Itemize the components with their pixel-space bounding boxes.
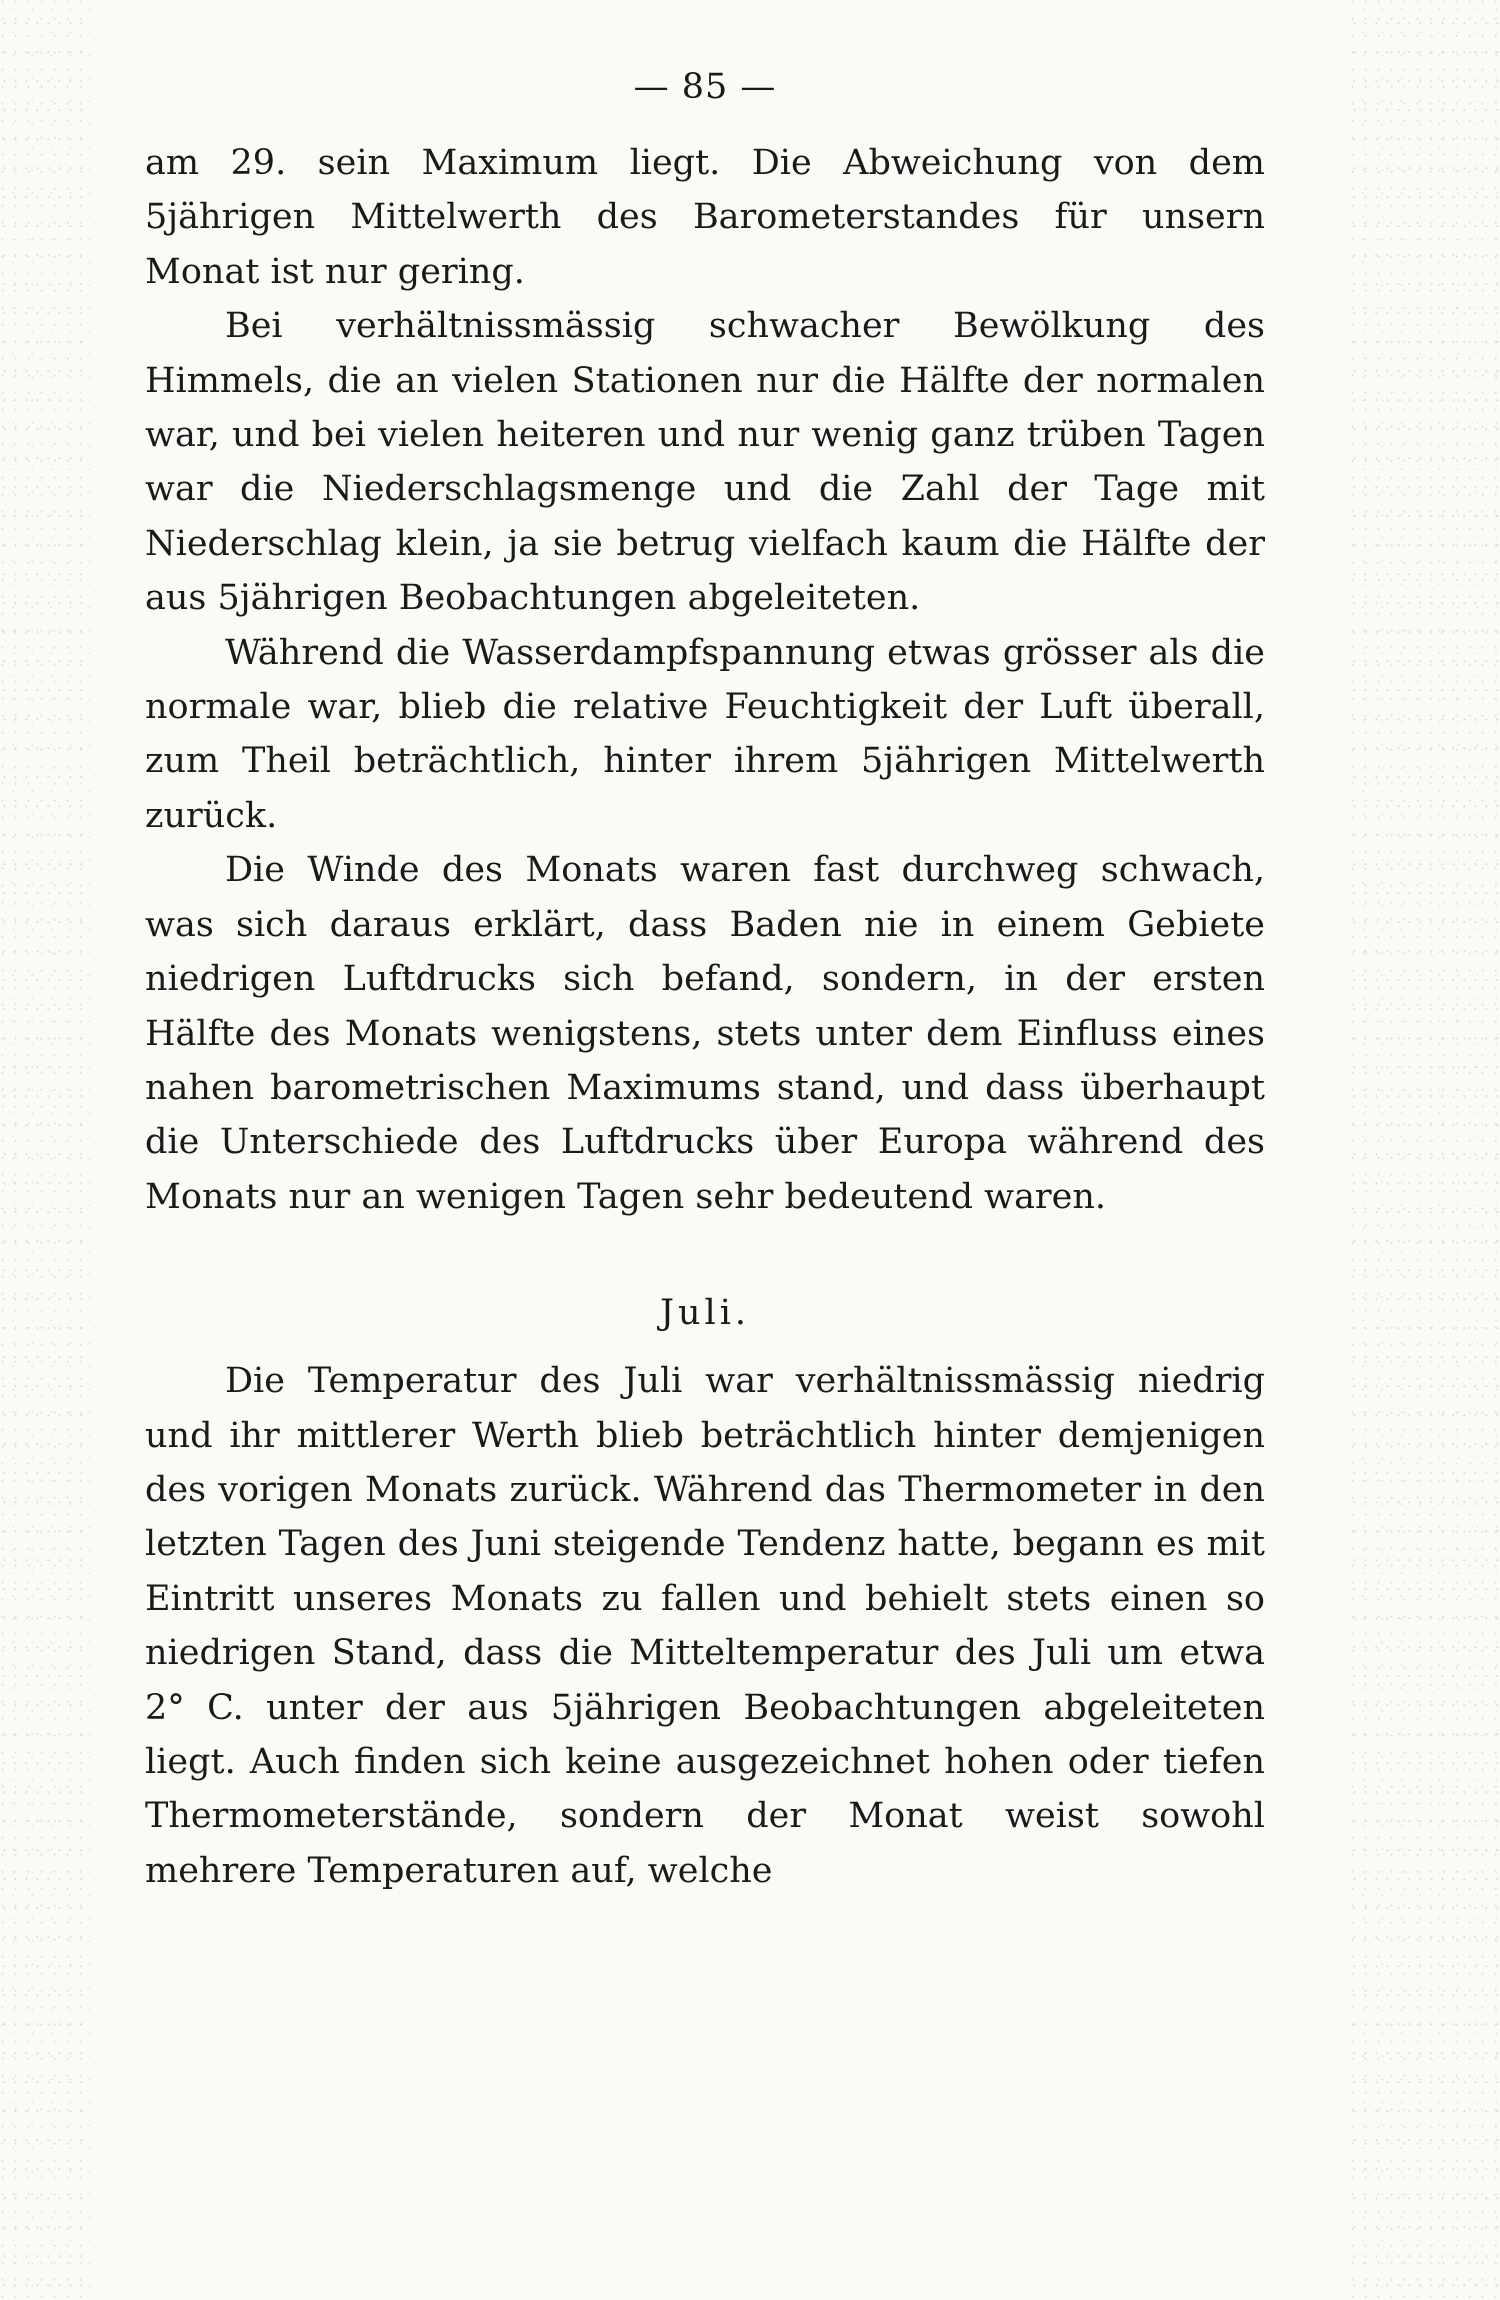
scan-noise-right <box>1350 0 1500 2300</box>
scan-noise-left <box>0 0 90 2300</box>
paragraph-cloud-cover-precipitation: Bei verhältnissmässig schwacher Bewölkung des Himmels, die an vielen Stationen nur die Hälfte der normalen war, und bei vielen heiteren und nur wenig ganz trüben Tagen war die Niederschlagsmenge und die Zahl der Tage mit Niederschlag klein, ja sie betrug vielfach kaum die Hälfte der aus 5jährigen Beobachtungen abgeleiteten. <box>145 306 1265 619</box>
section-heading-juli: Juli. <box>659 1293 751 1334</box>
text-column <box>145 60 1265 1898</box>
page-number: — 85 — <box>633 67 777 107</box>
paragraph-humidity: Während die Wasserdampfspannung etwas grösser als die normale war, blieb die relative Feuchtigkeit der Luft überall, zum Theil beträchtlich, hinter ihrem 5jährigen Mittelwerth zurück. <box>145 632 1265 836</box>
paragraph-juli-temperature: Die Temperatur des Juli war verhältnissmässig niedrig und ihr mittlerer Werth blieb beträchtlich hinter demjenigen des vorigen Monats zurück. Während das Thermometer in den letzten Tagen des Juni steigende Tendenz hatte, begann es mit Eintritt unseres Monats zu fallen und behielt stets einen so niedrigen Stand, dass die Mitteltemperatur des Juli um etwa 2° C. unter der aus 5jährigen Beobachtungen abgeleiteten liegt. Auch finden sich keine ausgezeichnet hohen oder tiefen Thermometerstände, sondern der Monat weist sowohl mehrere Temperaturen auf, welche <box>145 1361 1265 1891</box>
paragraph-winds: Die Winde des Monats waren fast durchweg schwach, was sich daraus erklärt, dass Baden nie in einem Gebiete niedrigen Luftdrucks sich befand, sondern, in der ersten Hälfte des Monats wenigstens, stets unter dem Einfluss eines nahen barometrischen Maximums stand, und dass überhaupt die Unterschiede des Luftdrucks über Europa während des Monats nur an wenigen Tagen sehr bedeutend waren. <box>145 850 1265 1217</box>
paragraph-maximum-barometer: am 29. sein Maximum liegt. Die Abweichung von dem 5jährigen Mittelwerth des Barometerstandes für unsern Monat ist nur gering. <box>145 143 1265 292</box>
